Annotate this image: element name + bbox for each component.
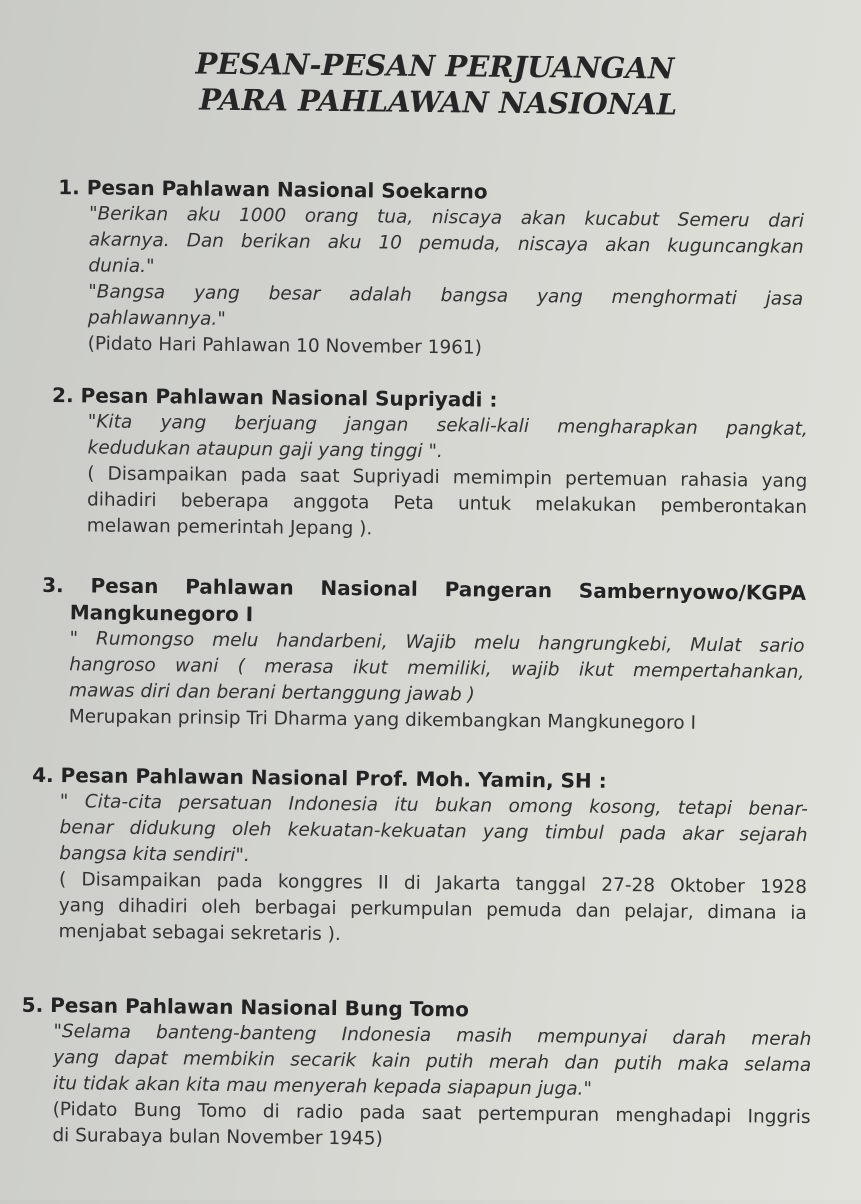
section-heading-text: Pesan Pahlawan Nasional Bung Tomo	[50, 993, 470, 1022]
section-heading-line-2: Mangkunegoro I	[69, 600, 254, 627]
quote-line: " Cita-cita persatuan Indonesia itu bukan omong kosong, tetapi benar-	[59, 791, 808, 820]
note-line: dihadiri beberapa anggota Peta untuk melakukan pemberontakan	[86, 489, 808, 518]
note-line: ( Disampaikan pada konggres II di Jakarta tanggal 27-28 Oktober 1928	[58, 869, 808, 898]
section-heading-text: Pesan Pahlawan Nasional Pangeran Sambernyowo/KGPA	[90, 573, 807, 605]
section-quote	[88, 201, 804, 338]
section-quote	[59, 789, 808, 875]
quote-line: kedudukan ataupun gaji yang tinggi ".	[87, 437, 443, 463]
section-number: 4.	[32, 762, 54, 788]
section-note	[52, 1097, 811, 1157]
section-heading-text: Pesan Pahlawan Nasional Soekarno	[86, 175, 488, 204]
quote-line: "Selama banteng-banteng Indonesia masih mempunyai darah merah	[53, 1021, 812, 1051]
section-number: 2.	[52, 383, 74, 408]
note-line: melawan pemerintah Jepang ).	[86, 515, 373, 540]
section-number: 1.	[58, 175, 80, 200]
quote-line: akarnya. Dan berikan aku 10 pemuda, niscaya akan kuguncangkan	[88, 229, 804, 258]
quote-line: itu tidak akan kita mau menyerah kepada siapapun juga."	[52, 1073, 593, 1100]
quote-line: "Bangsa yang besar adalah bangsa yang menghormati jasa	[88, 281, 804, 310]
quote-line: " Rumongso melu handarbeni, Wajib melu hangrungkebi, Mulat sario	[69, 628, 805, 657]
quote-line: dunia."	[88, 255, 155, 278]
section-heading-text: Pesan Pahlawan Nasional Prof. Moh. Yamin, SH :	[60, 763, 607, 793]
quote-line: hangroso wani ( merasa ikut memiliki, wajib ikut mempertahankan,	[69, 654, 805, 683]
section-soekarno	[3, 174, 861, 366]
quote-line: mawas diri dan berani bertanggung jawab )	[68, 680, 475, 706]
section-heading-text: Pesan Pahlawan Nasional Supriyadi :	[80, 383, 498, 412]
note-line: yang dihadiri oleh berbagai perkumpulan pemuda dan pelajar, dimana ia	[58, 895, 807, 924]
quote-line: "Kita yang berjuang jangan sekali-kali mengharapkan pangkat,	[87, 411, 808, 440]
note-line: Merupakan prinsip Tri Dharma yang dikembangkan Mangkunegoro I	[68, 706, 697, 734]
section-note	[58, 867, 807, 953]
section-quote	[87, 409, 808, 469]
section-quote	[69, 626, 805, 712]
document-title	[195, 46, 686, 123]
section-bung-tomo	[0, 991, 857, 1157]
quote-line: pahlawannya."	[87, 307, 226, 330]
quote-line: "Berikan aku 1000 orang tua, niscaya akan kucabut Semeru dari	[88, 203, 805, 232]
section-supriyadi	[1, 382, 861, 548]
section-quote	[53, 1019, 812, 1105]
note-line: (Pidato Hari Pahlawan 10 November 1961)	[87, 333, 483, 359]
note-line: di Surabaya bulan November 1945)	[52, 1125, 383, 1150]
quote-line: bangsa kita sendiri".	[59, 843, 250, 867]
note-line: ( Disampaikan pada saat Supriyadi memimpin pertemuan rahasia yang	[87, 463, 808, 492]
section-number: 3.	[42, 572, 64, 598]
note-line: menjabat sebagai sekretaris ).	[58, 921, 341, 946]
title-line-2: PARA PAHLAWAN NASIONAL	[199, 82, 678, 122]
section-note	[87, 461, 808, 547]
section-yamin	[0, 761, 859, 953]
quote-line: yang dapat membikin secarik kain putih merah dan putih maka selama	[53, 1047, 812, 1077]
note-line: (Pidato Bung Tomo di radio pada saat pertempuran menghadapi Inggris	[52, 1099, 811, 1129]
title-line-1: PESAN-PESAN PERJUANGAN	[195, 46, 675, 86]
section-number: 5.	[21, 992, 44, 1017]
quote-line: benar didukung oleh kekuatan-kekuatan yang timbul pada akar sejarah	[59, 817, 808, 846]
section-sambernyowo	[0, 571, 861, 738]
